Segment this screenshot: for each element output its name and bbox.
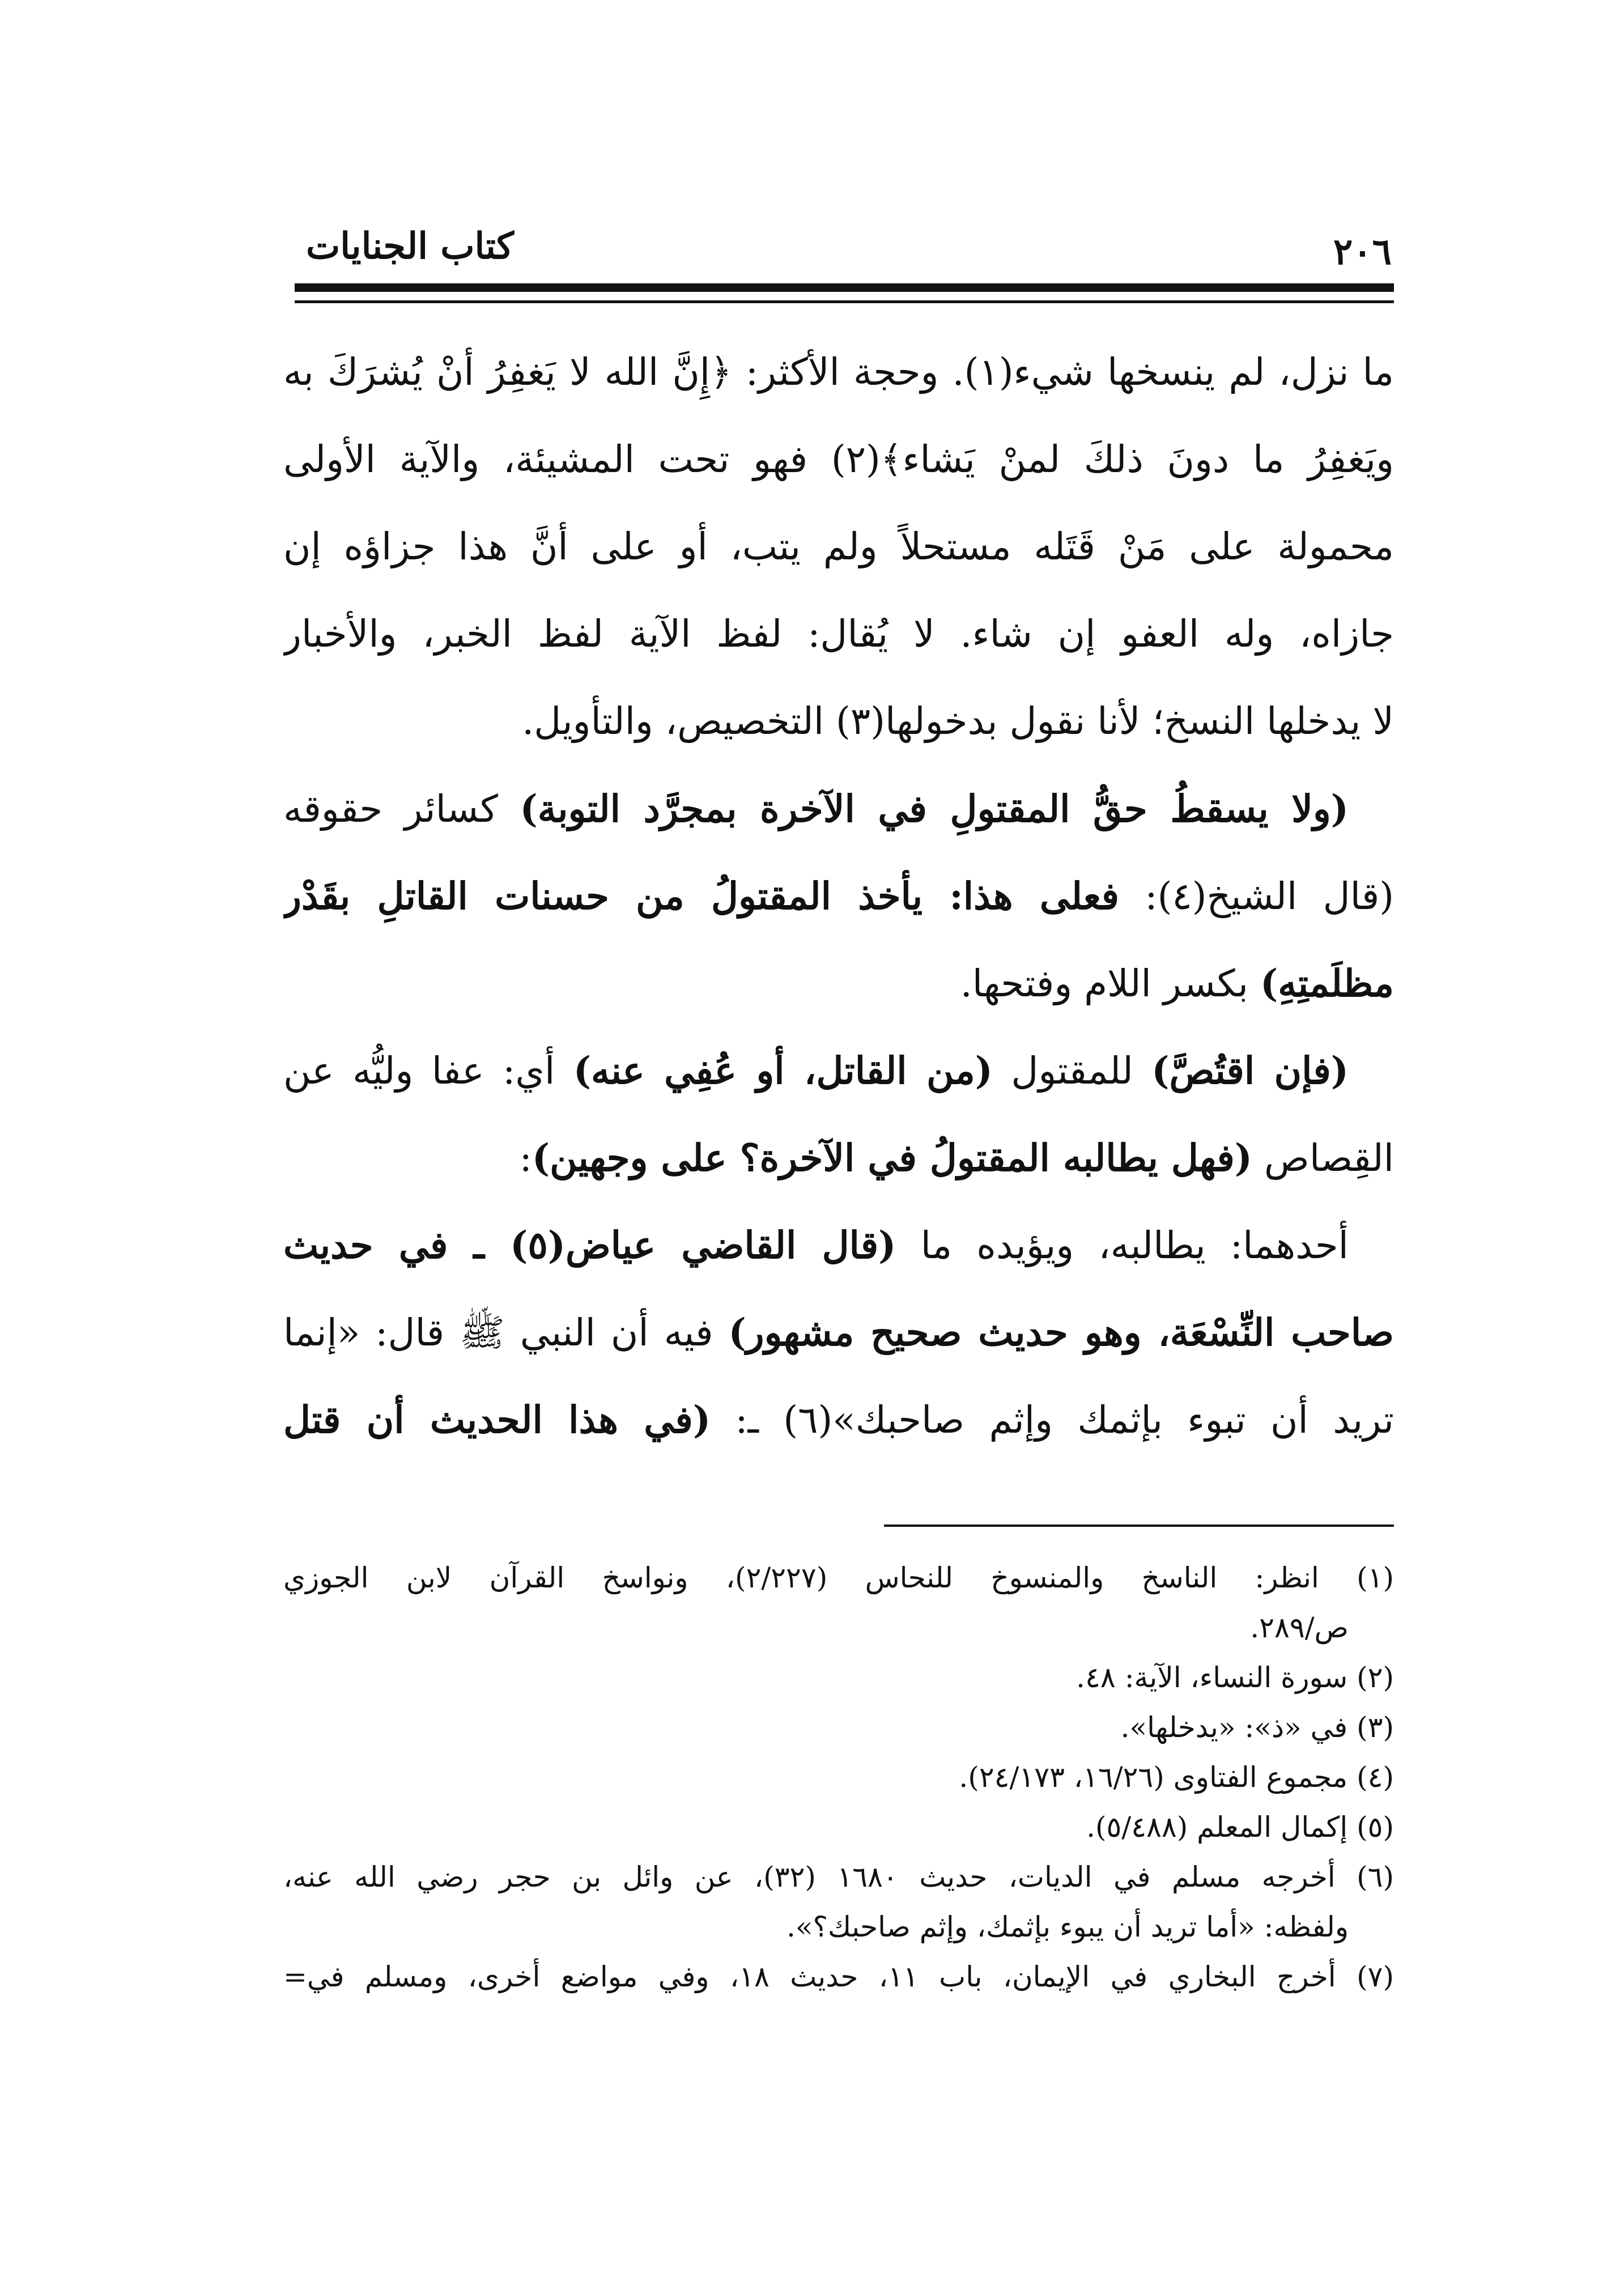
- text-line: [283, 1376, 1394, 1463]
- footnote-line: (١) انظر: الناسخ والمنسوخ للنحاس (٢/٢٢٧)، ونواسخ القرآن لابن الجوزي: [283, 1561, 1394, 1594]
- footnote-line: (٦) أخرجه مسلم في الديات، حديث ١٦٨٠ (٣٢)، عن وائل بن حجر رضي الله عنه،: [283, 1861, 1394, 1893]
- matn-text: مظلَمتِهِ): [1260, 961, 1394, 1005]
- text-line: [283, 852, 1394, 940]
- commentary-text: كسائر حقوقه: [283, 787, 520, 831]
- commentary-text: فيه أن النبي ﷺ قال: «إنما: [283, 1311, 729, 1354]
- main-text: [283, 329, 1394, 1468]
- footnote-line: ص/٢٨٩.: [1250, 1611, 1349, 1644]
- footnote-line: (٣) في «ذ»: «يدخلها».: [1120, 1711, 1394, 1744]
- text-line: [283, 1289, 1394, 1376]
- footnote-line: (٧) أخرج البخاري في الإيمان، باب ١١، حديث ١٨، وفي مواضع أخرى، ومسلم في=: [283, 1960, 1394, 1993]
- text-line: [283, 1027, 1394, 1114]
- footnotes: [283, 1553, 1394, 2120]
- text-line: ويَغفِرُ ما دونَ ذلكَ لمنْ يَشاء﴾(٢) فهو تحت المشيئة، والآية الأولى: [283, 438, 1394, 481]
- matn-text: فعلى هذا: يأخذ المقتولُ من حسنات القاتلِ بقَدْر: [283, 874, 1120, 918]
- matn-text: (في هذا الحديث أن قتل: [283, 1398, 711, 1442]
- commentary-text: القِصاص: [1252, 1136, 1394, 1180]
- book-title: كتاب الجنايات: [306, 225, 514, 267]
- commentary-text: أي: عفا وليُّه عن: [283, 1049, 573, 1093]
- footnote-separator: [884, 1525, 1394, 1527]
- footnote-line: ولفظه: «أما تريد أن يبوء بإثمك، وإثم صاحبك؟».: [786, 1910, 1349, 1943]
- text-line: [283, 1201, 1394, 1289]
- text-line: لا يدخلها النسخ؛ لأنا نقول بدخولها(٣) التخصيص، والتأويل.: [522, 699, 1394, 743]
- matn-text: صاحب النِّسْعَة، وهو حديث صحيح مشهور): [728, 1310, 1394, 1354]
- running-header: [0, 215, 1624, 283]
- footnote-line: (٥) إكمال المعلم (٥/٤٨٨).: [1086, 1811, 1394, 1844]
- text-line: محمولة على مَنْ قَتَله مستحلاً ولم يتب، أو على أنَّ هذا جزاؤه إن: [283, 525, 1394, 568]
- text-line: جازاه، وله العفو إن شاء. لا يُقال: لفظ الآية لفظ الخبر، والأخبار: [283, 612, 1394, 656]
- header-rule-thick: [295, 283, 1394, 292]
- matn-text: (فإن اقتُصَّ): [1151, 1048, 1349, 1093]
- commentary-text: (قال الشيخ(٤):: [1119, 874, 1394, 918]
- text-line: [283, 1114, 1394, 1201]
- matn-text: (قال القاضي عياض(٥) ـ في حديث: [283, 1223, 896, 1267]
- commentary-text: للمقتول: [992, 1049, 1152, 1093]
- commentary-text: بكسر اللام وفتحها.: [960, 962, 1260, 1005]
- matn-text: (فهل يطالبه المقتولُ في الآخرة؟ على وجهين): [532, 1136, 1253, 1180]
- commentary-text: أحدهما: يطالبه، ويؤيده ما: [896, 1224, 1349, 1267]
- text-line: ما نزل، لم ينسخها شيء(١). وحجة الأكثر: ﴿إِنَّ الله لا يَغفِرُ أنْ يُشرَكَ به: [283, 350, 1394, 394]
- matn-text: (من القاتل، أو عُفِي عنه): [573, 1048, 993, 1093]
- footnote-line: (٢) سورة النساء، الآية: ٤٨.: [1076, 1661, 1394, 1694]
- text-line: [283, 765, 1394, 852]
- commentary-text: تريد أن تبوء بإثمك وإثم صاحبك»(٦) ـ:: [711, 1398, 1394, 1442]
- matn-text: (ولا يسقطُ حقُّ المقتولِ في الآخرة بمجرَّد التوبة): [520, 787, 1349, 831]
- commentary-text: :: [519, 1136, 532, 1180]
- header-rule-thin: [295, 300, 1394, 303]
- page-number: ٢٠٦: [1333, 231, 1392, 273]
- text-line: [283, 940, 1394, 1027]
- footnote-line: (٤) مجموع الفتاوى (١٦/٢٦، ٢٤/١٧٣).: [959, 1761, 1394, 1794]
- text-line: [283, 1463, 1394, 1468]
